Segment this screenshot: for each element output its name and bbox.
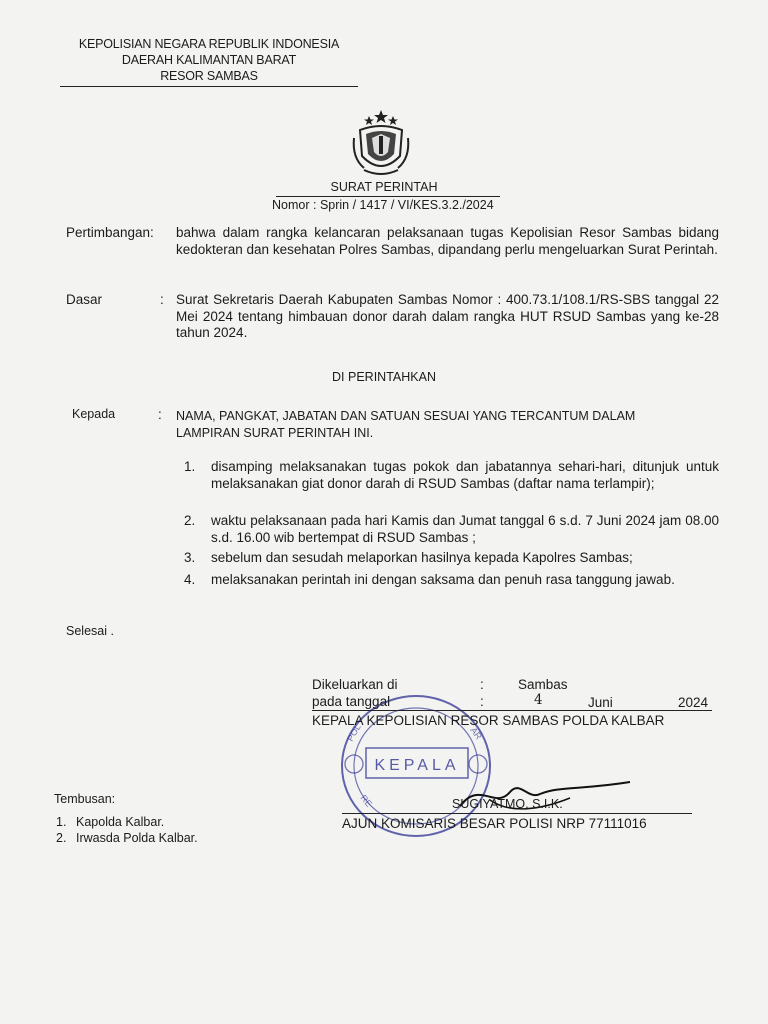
tanggal-month: Juni — [588, 695, 613, 710]
institution-header — [60, 36, 358, 84]
kepada-colon: : — [158, 407, 162, 422]
pertimbangan-text: bahwa dalam rangka kelancaran pelaksanaan tugas Kepolisian Resor Sambas bidang kedokteran dan kesehatan Polres Sambas, dipandang perlu mengeluarkan Surat Perintah. — [176, 225, 719, 257]
tembusan-label: Tembusan: — [54, 792, 116, 806]
name-underline — [342, 813, 692, 814]
diperintahkan-heading: DI PERINTAHKAN — [332, 370, 436, 384]
tanggal-day: 4 — [534, 692, 543, 708]
tembusan-item: Irwasda Polda Kalbar. — [76, 831, 198, 845]
tanggal-colon: : — [480, 694, 484, 709]
police-emblem-icon — [350, 108, 412, 180]
tembusan-number: 1. — [56, 815, 67, 829]
kepada-text: NAMA, PANGKAT, JABATAN DAN SATUAN SESUAI YANG TERCANTUM DALAM LAMPIRAN SURAT PERINTAH INI. — [176, 409, 636, 440]
title-underline — [276, 196, 500, 197]
tembusan-number: 2. — [56, 831, 67, 845]
signatory-rank: AJUN KOMISARIS BESAR POLISI NRP 77111016 — [342, 816, 647, 831]
item-number: 4. — [184, 572, 196, 587]
svg-text:POL: POL — [345, 722, 363, 743]
stamp-word: KEPALA — [374, 757, 460, 774]
dasar-colon: : — [160, 292, 164, 307]
nomor-label: Nomor : — [272, 198, 317, 212]
kepada-label: Kepada — [72, 407, 116, 421]
header-line-3: RESOR SAMBAS — [160, 69, 258, 83]
list-item: waktu pelaksanaan pada hari Kamis dan Jumat tanggal 6 s.d. 7 Juni 2024 jam 08.00 s.d. 16.00 wib bertempat di RSUD Sambas ; — [211, 513, 719, 545]
item-number: 3. — [184, 550, 196, 565]
signatory-position: KEPALA KEPOLISIAN RESOR SAMBAS POLDA KALBAR — [312, 713, 665, 728]
dikeluarkan-label: Dikeluarkan di — [312, 677, 398, 692]
list-item: sebelum dan sesudah melaporkan hasilnya kepada Kapolres Sambas; — [211, 550, 633, 565]
tanggal-year: 2024 — [678, 695, 709, 710]
dikeluarkan-colon: : — [480, 677, 484, 692]
list-item: disamping melaksanakan tugas pokok dan jabatannya sehari-hari, ditunjuk untuk melaksanakan giat donor darah di RSUD Sambas (daftar nama terlampir); — [211, 459, 719, 491]
header-underline — [60, 86, 358, 87]
list-item: melaksanakan perintah ini dengan saksama dan penuh rasa tanggung jawab. — [211, 572, 675, 587]
pertimbangan-label: Pertimbangan: — [66, 225, 154, 240]
nomor-value: Sprin / 1417 / VI/KES.3.2./2024 — [319, 198, 494, 212]
tanggal-label: pada tanggal — [312, 694, 391, 709]
date-underline — [312, 710, 712, 711]
item-number: 2. — [184, 513, 196, 528]
svg-text:AR: AR — [468, 725, 484, 742]
dasar-text: Surat Sekretaris Daerah Kabupaten Sambas Nomor : 400.73.1/108.1/RS-SBS tanggal 22 Mei 2024 tentang himbauan donor darah dalam rangka HUT RSUD Sambas yang ke-28 tahun 2024. — [176, 292, 719, 340]
document-title: SURAT PERINTAH — [330, 180, 438, 194]
document-number — [272, 198, 494, 212]
selesai-text: Selesai . — [66, 624, 114, 638]
header-line-2: DAERAH KALIMANTAN BARAT — [121, 53, 297, 67]
dikeluarkan-value: Sambas — [518, 677, 568, 692]
signatory-name: SUGIYATMO, S.I.K. — [452, 797, 563, 811]
tembusan-item: Kapolda Kalbar. — [76, 815, 165, 829]
dasar-label: Dasar — [66, 292, 103, 307]
header-line-1: KEPOLISIAN NEGARA REPUBLIK INDONESIA — [78, 37, 340, 51]
svg-text:RE: RE — [358, 792, 375, 809]
item-number: 1. — [184, 459, 196, 474]
